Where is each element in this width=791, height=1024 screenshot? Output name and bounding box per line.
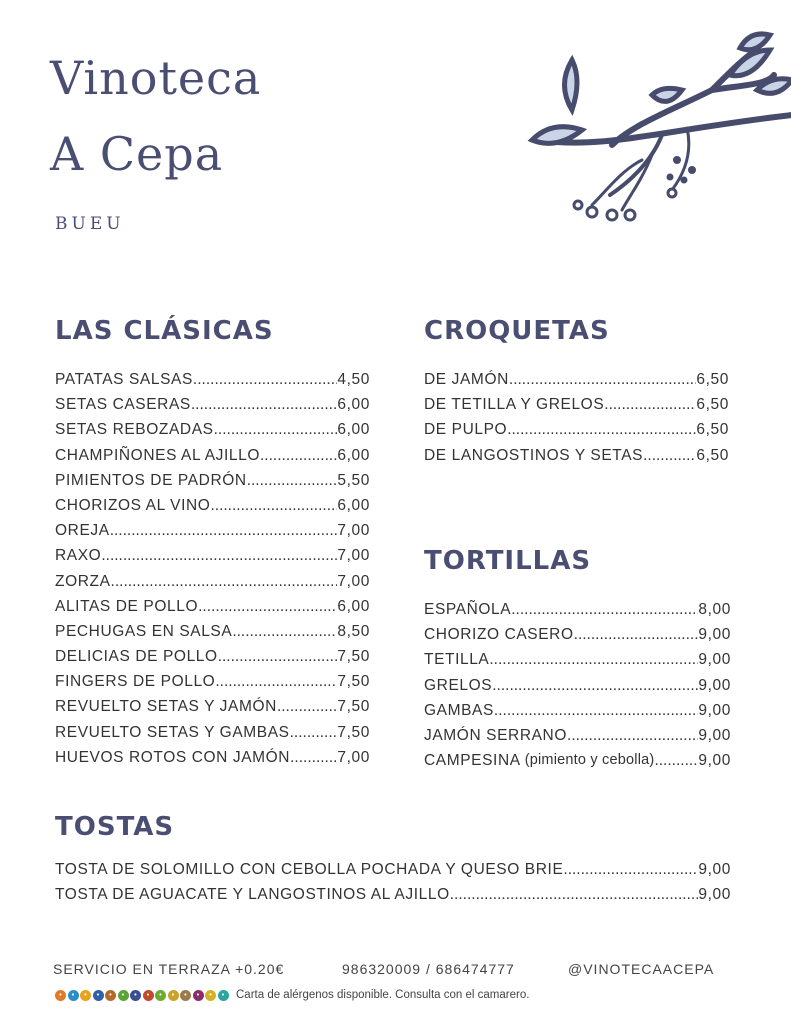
menu-item: DE LANGOSTINOS Y SETAS ..... 6,50 — [424, 443, 729, 468]
menu-item: TOSTA DE AGUACATE Y LANGOSTINOS AL AJILLO ..... 9,00 — [55, 882, 731, 907]
nuts-icon: • — [143, 990, 154, 1001]
menu-item: PECHUGAS EN SALSA ..... 8,50 — [55, 619, 370, 644]
allergen-icons — [55, 990, 230, 1001]
lupin-icon: • — [205, 990, 216, 1001]
menu-item: RAXO ..... 7,00 — [55, 543, 370, 568]
menu-item: GRELOS ..... 9,00 — [424, 673, 731, 698]
menu-item: OREJA ..... 7,00 — [55, 518, 370, 543]
crustacean-icon: • — [68, 990, 79, 1001]
menu-item: ESPAÑOLA ..... 8,00 — [424, 597, 731, 622]
section-title-clasicas: LAS CLÁSICAS — [55, 316, 274, 346]
menu-item: DE PULPO ..... 6,50 — [424, 417, 729, 442]
menu-item: HUEVOS ROTOS CON JAMÓN ..... 7,00 — [55, 745, 370, 770]
menu-item: DE TETILLA Y GRELOS ..... 6,50 — [424, 392, 729, 417]
item-note: (pimiento y cebolla) — [524, 752, 655, 769]
gluten-icon: • — [55, 990, 66, 1001]
menu-item: PIMIENTOS DE PADRÓN ..... 5,50 — [55, 468, 370, 493]
menu-item: CAMPESINA (pimiento y cebolla) ..... 9,00 — [424, 748, 731, 773]
section-title-tostas: TOSTAS — [55, 812, 175, 842]
menu-item: PATATAS SALSAS ..... 4,50 — [55, 367, 370, 392]
tortillas-list — [424, 597, 731, 773]
fish-icon: • — [93, 990, 104, 1001]
celery-icon: • — [155, 990, 166, 1001]
title-line-1: Vinoteca — [50, 51, 262, 105]
menu-item: FINGERS DE POLLO ..... 7,50 — [55, 669, 370, 694]
menu-item: JAMÓN SERRANO ..... 9,00 — [424, 723, 731, 748]
location-label: BUEU — [55, 214, 125, 234]
clasicas-list — [55, 367, 370, 770]
peanut-icon: • — [105, 990, 116, 1001]
menu-item: REVUELTO SETAS Y GAMBAS ..... 7,50 — [55, 720, 370, 745]
menu-item: SETAS CASERAS ..... 6,00 — [55, 392, 370, 417]
menu-item: CHAMPIÑONES AL AJILLO ..... 6,00 — [55, 443, 370, 468]
allergen-legend — [55, 989, 529, 1001]
menu-item: SETAS REBOZADAS ..... 6,00 — [55, 417, 370, 442]
mollusc-icon: • — [218, 990, 229, 1001]
section-title-tortillas: TORTILLAS — [424, 546, 592, 576]
milk-icon: • — [130, 990, 141, 1001]
sulphite-icon: • — [193, 990, 204, 1001]
menu-item: ZORZA ..... 7,00 — [55, 569, 370, 594]
menu-item: REVUELTO SETAS Y JAMÓN ..... 7,50 — [55, 694, 370, 719]
menu-item: TETILLA ..... 9,00 — [424, 647, 731, 672]
menu-item: DELICIAS DE POLLO ..... 7,50 — [55, 644, 370, 669]
menu-item: DE JAMÓN ..... 6,50 — [424, 367, 729, 392]
title-line-2: A Cepa — [50, 127, 224, 181]
menu-item: ALITAS DE POLLO ..... 6,00 — [55, 594, 370, 619]
phone-numbers: 986320009 / 686474777 — [342, 961, 515, 977]
menu-item: CHORIZO CASERO ..... 9,00 — [424, 622, 731, 647]
social-handle: @VINOTECAACEPA — [568, 961, 715, 977]
mustard-icon: • — [168, 990, 179, 1001]
terrace-service-note: SERVICIO EN TERRAZA +0.20€ — [53, 961, 285, 977]
tostas-list — [55, 857, 731, 907]
menu-item: CHORIZOS AL VINO ..... 6,00 — [55, 493, 370, 518]
croquetas-list — [424, 367, 729, 468]
soy-icon: • — [118, 990, 129, 1001]
menu-item: TOSTA DE SOLOMILLO CON CEBOLLA POCHADA Y QUESO BRIE ..... 9,00 — [55, 857, 731, 882]
egg-icon: • — [80, 990, 91, 1001]
allergen-note: Carta de alérgenos disponible. Consulta con el camarero. — [236, 989, 530, 1001]
menu-item: GAMBAS ..... 9,00 — [424, 698, 731, 723]
olive-branch-icon — [512, 30, 791, 230]
section-title-croquetas: CROQUETAS — [424, 316, 610, 346]
sesame-icon: • — [180, 990, 191, 1001]
